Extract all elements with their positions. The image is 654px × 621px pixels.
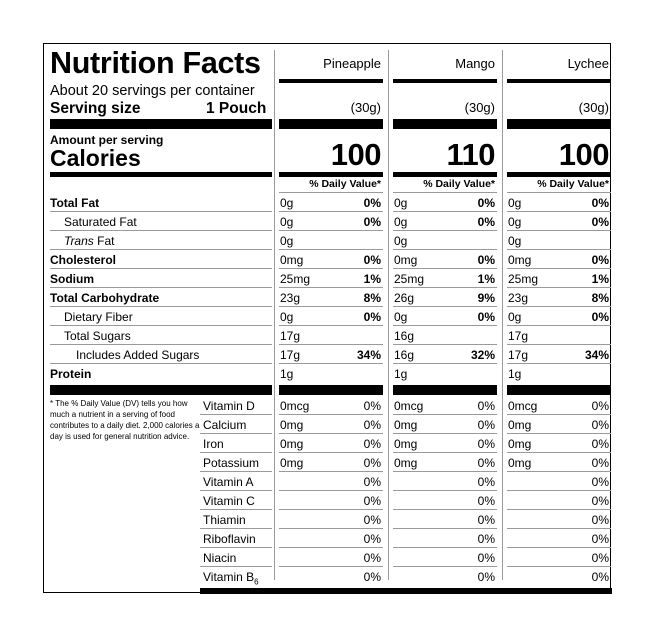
- row-divider: [50, 325, 272, 326]
- row-divider: [507, 414, 611, 415]
- vitamin-amount: 0mg: [508, 456, 532, 470]
- nutrient-amount: 0g: [280, 215, 294, 229]
- nutrient-daily-value: 0%: [591, 196, 609, 210]
- nutrient-amount: 0g: [394, 215, 408, 229]
- rule: [393, 79, 497, 83]
- vitamin-label: [203, 513, 246, 527]
- row-divider: [507, 211, 611, 212]
- nutrient-amount: 0g: [280, 234, 294, 248]
- vitamin-daily-value: 0%: [477, 570, 495, 584]
- vitamin-label-text: Vitamin A: [203, 475, 254, 489]
- nutrient-label: Total Fat: [50, 196, 100, 210]
- vitamin-daily-value: 0%: [477, 437, 495, 451]
- row-divider: [200, 509, 272, 510]
- nutrient-label: Saturated Fat: [64, 215, 137, 229]
- nutrient-label: [64, 234, 114, 248]
- thick-rule: [393, 119, 497, 129]
- vitamin-amount: 0mcg: [394, 399, 424, 413]
- vitamin-label-text: Riboflavin: [203, 532, 256, 546]
- vitamin-label: [203, 532, 256, 546]
- row-divider: [279, 452, 383, 453]
- label-title: Nutrition Facts: [50, 46, 261, 80]
- vitamin-daily-value: 0%: [477, 513, 495, 527]
- daily-value-header: % Daily Value*: [537, 178, 609, 190]
- amount-per-serving: Amount per serving: [50, 133, 164, 147]
- row-divider: [393, 490, 497, 491]
- vitamin-daily-value: 0%: [591, 418, 609, 432]
- column-separator: [388, 50, 389, 580]
- row-divider: [393, 306, 497, 307]
- nutrient-label: Sodium: [50, 272, 94, 286]
- nutrient-amount: 0g: [394, 310, 408, 324]
- nutrient-label: Cholesterol: [50, 253, 117, 267]
- row-divider: [279, 268, 383, 269]
- row-divider: [507, 306, 611, 307]
- daily-value-header: % Daily Value*: [309, 178, 381, 190]
- nutrient-daily-value: 0%: [477, 253, 495, 267]
- vitamin-label-text: Vitamin D: [203, 399, 255, 413]
- servings-per-container: About 20 servings per container: [50, 83, 255, 99]
- row-divider: [50, 344, 272, 345]
- vitamin-amount: 0mg: [280, 437, 304, 451]
- bottom-rule: [200, 588, 612, 594]
- row-divider: [507, 192, 611, 193]
- vitamin-daily-value: 0%: [477, 532, 495, 546]
- column-separator: [274, 50, 275, 580]
- row-divider: [393, 547, 497, 548]
- vitamin-amount: 0mcg: [508, 399, 538, 413]
- row-divider: [279, 566, 383, 567]
- nutrient-amount: 17g: [508, 348, 529, 362]
- calories-label: Calories: [50, 145, 141, 171]
- nutrient-daily-value: 8%: [591, 291, 609, 305]
- row-divider: [200, 433, 272, 434]
- row-divider: [507, 230, 611, 231]
- vitamin-amount: 0mg: [280, 418, 304, 432]
- row-divider: [279, 363, 383, 364]
- row-divider: [50, 268, 272, 269]
- row-divider: [507, 268, 611, 269]
- rule: [279, 79, 383, 83]
- thick-rule: [507, 385, 611, 395]
- nutrient-daily-value: 0%: [477, 215, 495, 229]
- nutrient-amount: 0g: [508, 196, 522, 210]
- nutrient-amount: 16g: [394, 329, 415, 343]
- nutrient-daily-value: 34%: [356, 348, 381, 362]
- row-divider: [507, 490, 611, 491]
- row-divider: [200, 452, 272, 453]
- nutrient-amount: 0mg: [280, 253, 304, 267]
- row-divider: [50, 249, 272, 250]
- nutrient-amount: 0g: [508, 215, 522, 229]
- row-divider: [393, 566, 497, 567]
- nutrient-amount: 23g: [508, 291, 529, 305]
- vitamin-label: [203, 494, 255, 508]
- product-name: Mango: [455, 56, 495, 71]
- vitamin-label: [203, 456, 259, 470]
- nutrient-amount: 1g: [508, 367, 522, 381]
- row-divider: [507, 287, 611, 288]
- row-divider: [279, 325, 383, 326]
- row-divider: [507, 547, 611, 548]
- row-divider: [50, 306, 272, 307]
- nutrition-facts-label: [43, 43, 611, 593]
- nutrient-label: Includes Added Sugars: [76, 348, 200, 362]
- vitamin-daily-value: 0%: [363, 494, 381, 508]
- rule: [507, 79, 611, 83]
- nutrient-daily-value: 0%: [591, 215, 609, 229]
- nutrient-amount: 0mg: [508, 253, 532, 267]
- row-divider: [279, 306, 383, 307]
- nutrient-daily-value: 1%: [477, 272, 495, 286]
- vitamin-daily-value: 0%: [477, 399, 495, 413]
- vitamin-label: [203, 570, 259, 586]
- product-calories: 110: [446, 137, 495, 172]
- row-divider: [507, 452, 611, 453]
- nutrient-amount: 17g: [508, 329, 529, 343]
- nutrient-daily-value: 0%: [477, 196, 495, 210]
- row-divider: [50, 287, 272, 288]
- row-divider: [279, 528, 383, 529]
- row-divider: [200, 414, 272, 415]
- vitamin-label-text: Vitamin C: [203, 494, 255, 508]
- vitamin-daily-value: 0%: [591, 513, 609, 527]
- thick-rule: [50, 385, 272, 395]
- vitamin-label: [203, 399, 255, 413]
- row-divider: [393, 509, 497, 510]
- row-divider: [50, 363, 272, 364]
- vitamin-label: [203, 437, 224, 451]
- nutrient-label-italic: Trans: [64, 234, 94, 248]
- row-divider: [393, 528, 497, 529]
- nutrient-amount: 25mg: [394, 272, 425, 286]
- nutrient-amount: 17g: [280, 329, 301, 343]
- row-divider: [279, 344, 383, 345]
- vitamin-amount: 0mcg: [280, 399, 310, 413]
- thick-rule: [279, 119, 383, 129]
- nutrient-amount: 1g: [280, 367, 294, 381]
- vitamin-amount: 0mg: [394, 437, 418, 451]
- thick-rule: [50, 119, 272, 129]
- vitamin-label-text: Iron: [203, 437, 224, 451]
- row-divider: [279, 490, 383, 491]
- nutrient-label: Total Sugars: [64, 329, 131, 343]
- vitamin-daily-value: 0%: [591, 494, 609, 508]
- nutrient-amount: 25mg: [280, 272, 311, 286]
- row-divider: [279, 230, 383, 231]
- vitamin-amount: 0mg: [394, 418, 418, 432]
- vitamin-daily-value: 0%: [363, 570, 381, 584]
- row-divider: [279, 211, 383, 212]
- row-divider: [393, 249, 497, 250]
- serving-size-value: 1 Pouch: [206, 100, 267, 117]
- daily-value-header: % Daily Value*: [423, 178, 495, 190]
- row-divider: [393, 363, 497, 364]
- vitamin-amount: 0mg: [508, 437, 532, 451]
- nutrient-daily-value: 0%: [363, 253, 381, 267]
- nutrient-daily-value: 1%: [363, 272, 381, 286]
- nutrient-daily-value: 0%: [591, 310, 609, 324]
- vitamin-amount: 0mg: [394, 456, 418, 470]
- row-divider: [279, 547, 383, 548]
- nutrient-daily-value: 0%: [477, 310, 495, 324]
- nutrient-amount: 0mg: [394, 253, 418, 267]
- nutrient-amount: 0g: [508, 234, 522, 248]
- row-divider: [279, 509, 383, 510]
- nutrient-amount: 16g: [394, 348, 415, 362]
- product-calories: 100: [330, 137, 381, 172]
- row-divider: [507, 433, 611, 434]
- vitamin-daily-value: 0%: [363, 456, 381, 470]
- vitamin-label-text: Thiamin: [203, 513, 246, 527]
- nutrient-amount: 0g: [508, 310, 522, 324]
- row-divider: [200, 566, 272, 567]
- row-divider: [50, 230, 272, 231]
- nutrient-amount: 0g: [280, 196, 294, 210]
- row-divider: [393, 344, 497, 345]
- row-divider: [393, 433, 497, 434]
- vitamin-daily-value: 0%: [477, 494, 495, 508]
- nutrient-daily-value: 0%: [363, 196, 381, 210]
- nutrient-amount: 0g: [394, 196, 408, 210]
- vitamin-daily-value: 0%: [363, 399, 381, 413]
- vitamin-daily-value: 0%: [363, 475, 381, 489]
- row-divider: [200, 528, 272, 529]
- vitamin-label: [203, 418, 246, 432]
- vitamin-label-text: Vitamin B: [203, 570, 255, 584]
- thick-rule: [393, 385, 497, 395]
- vitamin-daily-value: 0%: [591, 570, 609, 584]
- nutrient-amount: 26g: [394, 291, 415, 305]
- row-divider: [50, 211, 272, 212]
- serving-size-label: Serving size: [50, 100, 141, 117]
- row-divider: [279, 471, 383, 472]
- row-divider: [393, 268, 497, 269]
- product-name: Pineapple: [323, 56, 381, 71]
- medium-rule: [279, 172, 383, 177]
- vitamin-daily-value: 0%: [591, 437, 609, 451]
- nutrient-label: Dietary Fiber: [64, 310, 133, 324]
- product-calories: 100: [558, 137, 609, 172]
- row-divider: [279, 249, 383, 250]
- nutrient-label: Total Carbohydrate: [50, 291, 160, 305]
- vitamin-daily-value: 0%: [363, 551, 381, 565]
- row-divider: [507, 471, 611, 472]
- vitamin-daily-value: 0%: [591, 399, 609, 413]
- vitamin-label-subscript: 6: [254, 577, 259, 587]
- nutrient-daily-value: 34%: [584, 348, 609, 362]
- row-divider: [393, 414, 497, 415]
- product-name: Lychee: [567, 56, 609, 71]
- vitamin-label-text: Potassium: [203, 456, 260, 470]
- row-divider: [279, 433, 383, 434]
- vitamin-daily-value: 0%: [477, 475, 495, 489]
- nutrient-label: Protein: [50, 367, 92, 381]
- row-divider: [393, 452, 497, 453]
- row-divider: [507, 363, 611, 364]
- product-serving: (30g): [578, 100, 609, 115]
- row-divider: [279, 192, 383, 193]
- vitamin-daily-value: 0%: [363, 532, 381, 546]
- row-divider: [393, 325, 497, 326]
- vitamin-daily-value: 0%: [477, 456, 495, 470]
- row-divider: [507, 566, 611, 567]
- nutrient-amount: 17g: [280, 348, 301, 362]
- row-divider: [393, 287, 497, 288]
- vitamin-label-text: Calcium: [203, 418, 247, 432]
- vitamin-label: [203, 475, 253, 489]
- vitamin-daily-value: 0%: [363, 418, 381, 432]
- nutrient-daily-value: 0%: [363, 310, 381, 324]
- row-divider: [507, 509, 611, 510]
- product-serving: (30g): [464, 100, 495, 115]
- thick-rule: [279, 385, 383, 395]
- nutrient-daily-value: 0%: [363, 215, 381, 229]
- row-divider: [200, 490, 272, 491]
- row-divider: [507, 249, 611, 250]
- vitamin-daily-value: 0%: [363, 513, 381, 527]
- row-divider: [200, 547, 272, 548]
- vitamin-amount: 0mg: [280, 456, 304, 470]
- nutrient-daily-value: 0%: [591, 253, 609, 267]
- vitamin-label: [203, 551, 236, 565]
- medium-rule: [393, 172, 497, 177]
- nutrient-daily-value: 9%: [477, 291, 495, 305]
- vitamin-amount: 0mg: [508, 418, 532, 432]
- vitamin-label-text: Niacin: [203, 551, 237, 565]
- vitamin-daily-value: 0%: [363, 437, 381, 451]
- nutrient-daily-value: 32%: [470, 348, 495, 362]
- medium-rule: [507, 172, 611, 177]
- row-divider: [393, 230, 497, 231]
- row-divider: [507, 528, 611, 529]
- nutrient-amount: 25mg: [508, 272, 539, 286]
- row-divider: [393, 211, 497, 212]
- nutrient-daily-value: 1%: [591, 272, 609, 286]
- vitamin-daily-value: 0%: [477, 551, 495, 565]
- nutrient-amount: 1g: [394, 367, 408, 381]
- nutrient-amount: 0g: [394, 234, 408, 248]
- nutrient-label-rest: Fat: [93, 234, 115, 248]
- nutrient-daily-value: 8%: [363, 291, 381, 305]
- vitamin-daily-value: 0%: [477, 418, 495, 432]
- daily-value-footnote: * The % Daily Value (DV) tells you how much a nutrient in a serving of food contributes to a daily diet. 2,000 calories a day is used for general nutrition advice.: [50, 399, 200, 441]
- medium-rule: [50, 172, 272, 177]
- thick-rule: [507, 119, 611, 129]
- row-divider: [507, 325, 611, 326]
- product-serving: (30g): [350, 100, 381, 115]
- vitamin-daily-value: 0%: [591, 475, 609, 489]
- row-divider: [393, 471, 497, 472]
- nutrient-amount: 23g: [280, 291, 301, 305]
- nutrient-amount: 0g: [280, 310, 294, 324]
- vitamin-daily-value: 0%: [591, 551, 609, 565]
- vitamin-daily-value: 0%: [591, 456, 609, 470]
- column-separator: [502, 50, 503, 580]
- row-divider: [200, 471, 272, 472]
- row-divider: [393, 192, 497, 193]
- row-divider: [279, 414, 383, 415]
- vitamin-daily-value: 0%: [591, 532, 609, 546]
- row-divider: [279, 287, 383, 288]
- row-divider: [507, 344, 611, 345]
